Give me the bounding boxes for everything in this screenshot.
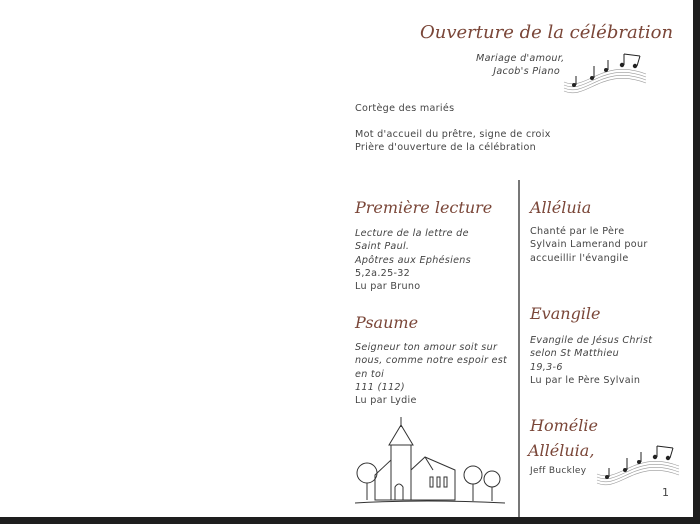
homily-title: Homélie xyxy=(530,416,598,435)
page-number: 1 xyxy=(662,486,670,499)
first-reading-title: Première lecture xyxy=(355,198,493,217)
text-line: Saint Paul. xyxy=(355,241,410,253)
procession-text: Cortège des mariés xyxy=(355,103,455,114)
text-line: Evangile de Jésus Christ xyxy=(530,335,653,346)
reference: 5,2a.25-32 xyxy=(355,267,411,279)
reader: Lu par Bruno xyxy=(355,281,421,293)
reader: Lu par Lydie xyxy=(355,395,417,407)
text-line: accueillir l'évangile xyxy=(530,252,629,264)
song-line: Jacob's Piano xyxy=(493,66,560,78)
text-line: 111 (112) xyxy=(355,381,405,393)
text-line: nous, comme notre espoir est xyxy=(355,355,508,367)
text-line: selon St Matthieu xyxy=(530,348,619,360)
gospel-title: Evangile xyxy=(530,304,601,323)
opening-title: Ouverture de la célébration xyxy=(420,22,674,43)
music-notes-icon xyxy=(595,444,681,486)
first-reading-text xyxy=(355,227,471,293)
text-line: Mot d'accueil du prêtre, signe de croix xyxy=(355,129,551,140)
gospel-text xyxy=(530,334,652,387)
church-illustration xyxy=(355,415,505,510)
music-notes-icon xyxy=(562,52,648,94)
text-line: Seigneur ton amour soit sur xyxy=(355,342,498,353)
psalm-title: Psaume xyxy=(355,313,419,332)
text-line: Prière d'ouverture de la célébration xyxy=(355,142,537,154)
text-line: Lecture de la lettre de xyxy=(355,228,469,239)
text-line: Chanté par le Père xyxy=(530,226,625,237)
text-line: en toi xyxy=(355,368,385,380)
reader: Lu par le Père Sylvain xyxy=(530,374,641,386)
column-divider xyxy=(518,180,520,517)
song-line: Mariage d'amour, xyxy=(476,53,565,64)
opening-lines xyxy=(355,128,551,155)
text-line: Apôtres aux Ephésiens xyxy=(355,254,471,266)
opening-song xyxy=(476,52,565,79)
text-line: 19,3-6 xyxy=(530,361,563,373)
homily-song-title: Alléluia, xyxy=(528,441,595,460)
alleluia-text xyxy=(530,225,648,265)
alleluia-title: Alléluia xyxy=(530,198,592,217)
psalm-text xyxy=(355,341,507,407)
homily-artist: Jeff Buckley xyxy=(530,466,587,476)
text-line: Sylvain Lamerand pour xyxy=(530,239,648,251)
